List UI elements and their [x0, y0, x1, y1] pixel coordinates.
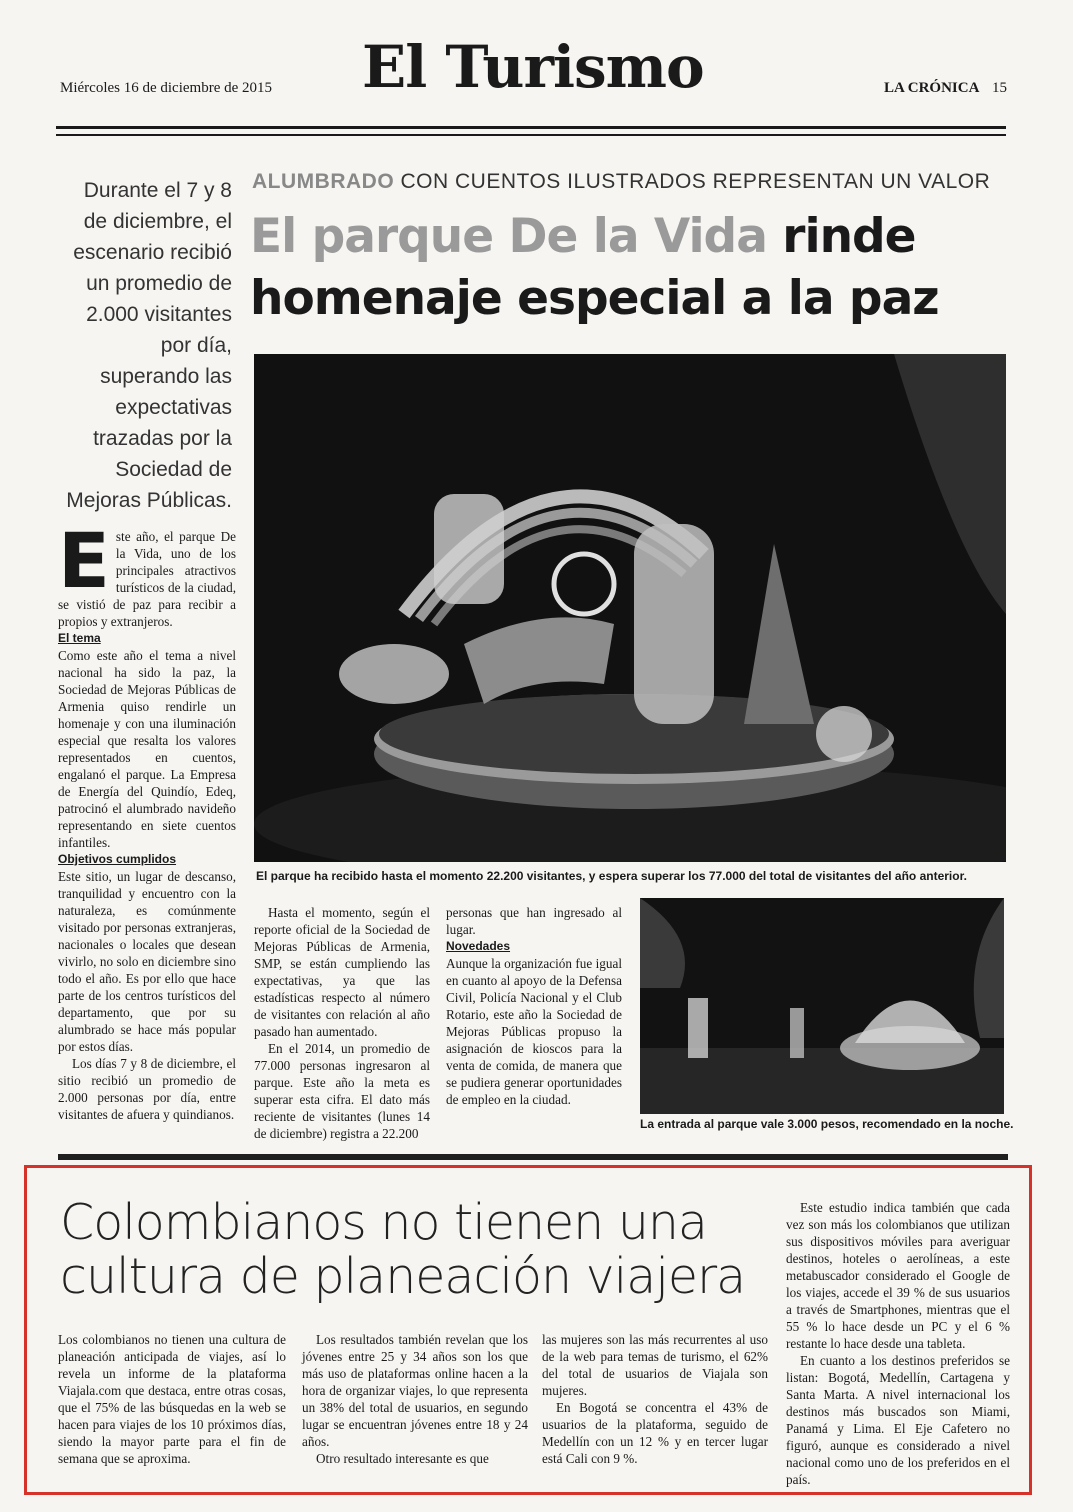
subhead-tema: El tema	[58, 631, 101, 645]
subhead-objetivos: Objetivos cumplidos	[58, 852, 177, 866]
paragraph: Aunque la organización fue igual en cuanto al apoyo de la Defensa Civil, Policía Nacional y el Club Rotario, este año la Sociedad de Mejoras Públicas propuso la asignación de kioscos para la venta de comida, de manera que se pudiera generar oportunidades de empleo en la ciudad.	[446, 956, 622, 1107]
article-column-3	[446, 904, 622, 1108]
paragraph: Hasta el momento, según el reporte oficial de la Sociedad de Mejoras Públicas de Armenia, SMP, se están cumpliendo las expectativas, ya que las estadísticas respecto al número de visitantes con relación al año pasado han aumentado.	[254, 905, 430, 1039]
section-masthead: El Turismo	[362, 33, 704, 101]
paragraph: Este estudio indica también que cada vez son más los colombianos que utilizan sus dispositivos móviles para averiguar destinos, hoteles o aerolíneas, a este metabuscador considerado el Google de los viajes, accede el 39 % de sus usuarios a través de Smartphones, mientras que el 55 % lo hace desde un PC y el 6 % restante lo hace desde una tableta.	[786, 1200, 1010, 1351]
paragraph: En el 2014, un promedio de 77.000 personas ingresaron al parque. Este año la meta es superar esta cifra. El dato más reciente de visitantes (lunes 14 de diciembre) registra a 22.200	[254, 1041, 430, 1141]
newspaper-brand: LA CRÓNICA	[884, 80, 980, 96]
lead-text: ste año, el parque De la Vida, uno de los principales atractivos turísticos de la ciudad, se vistió de paz para recibir a propios y extranjeros.	[58, 529, 236, 629]
header-rule-thin	[56, 134, 1006, 136]
subhead-novedades: Novedades	[446, 939, 511, 953]
sidebar-column-3	[542, 1331, 768, 1467]
paragraph: En Bogotá se concentra el 43% de usuarios de la plataforma, seguido de Medellín con un 12 % y en tercer lugar está Cali con 9 %.	[542, 1400, 768, 1466]
photo-caption: El parque ha recibido hasta el momento 22.200 visitantes, y espera superar los 77.000 del total de visitantes del año anterior.	[256, 869, 967, 883]
article-headline	[250, 206, 1010, 330]
paragraph: En cuanto a los destinos preferidos se listan: Bogotá, Medellín, Cartagena y Santa Marta. A nivel internacional los destinos más buscados son Miami, Panamá y Lima. El Eje Cafetero no figuró, aunque es considerado a nivel nacional como uno de los preferidos en el país.	[786, 1353, 1010, 1487]
sidebar-column-2	[302, 1331, 528, 1467]
lead-paragraph	[58, 516, 236, 630]
kicker-strong: ALUMBRADO	[252, 170, 395, 193]
headline-line1: rinde	[766, 209, 916, 264]
sidebar-headline: Colombianos no tienen una cultura de planeación viajera	[60, 1194, 746, 1305]
park-lights-illustration	[254, 354, 1006, 862]
kicker-rest: CON CUENTOS ILUSTRADOS REPRESENTAN UN VALOR	[394, 170, 991, 193]
article-kicker	[252, 170, 990, 194]
section-divider	[58, 1154, 1008, 1160]
sidebar-column-4	[786, 1199, 1010, 1488]
headline-gray: El parque De la Vida	[250, 209, 767, 264]
paragraph: Los colombianos no tienen una cultura de planeación anticipada de viajes, así lo revela un informe de la plataforma Viajala.com que destaca, entre otras cosas, que el 75% de las búsquedas en la web se hacen para viajes de los 10 próximos días, siendo la mayor parte para el fin de semana que se aproxima.	[58, 1332, 286, 1466]
article-summary: Durante el 7 y 8 de diciembre, el escenario recibió un promedio de 2.000 visitantes por día, superando las expectativas trazadas por la Sociedad de Mejoras Públicas.	[66, 179, 232, 512]
sidebar-column-1	[58, 1331, 286, 1467]
headline-line2: homenaje especial a la paz	[250, 271, 939, 326]
park-lights-photo	[254, 354, 1006, 862]
page-number: 15	[992, 80, 1007, 96]
paragraph: las mujeres son las más recurrentes al uso de la web para temas de turismo, el 62% del total de usuarios de Viajala son mujeres.	[542, 1332, 768, 1398]
park-entrance-illustration	[640, 898, 1004, 1114]
park-entrance-photo	[640, 898, 1004, 1114]
drop-cap: E	[58, 516, 110, 605]
paragraph: personas que han ingresado al lugar.	[446, 905, 622, 937]
paragraph: Como este año el tema a nivel nacional ha sido la paz, la Sociedad de Mejoras Públicas de Armenia quiso rendirle un homenaje y con una iluminación especial que resalta los valores representados en cuentos, engalanó el parque. La Empresa de Energía del Quindío, Edeq, patrocinó el alumbrado navideño representando en siete cuentos infantiles.	[58, 648, 236, 850]
article-column-2	[254, 904, 430, 1142]
paragraph: Este sitio, un lugar de descanso, tranquilidad y encuentro con la naturaleza, es comúnmente visitado por personas extranjeras, nacionales o locales que desean vivirlo, no solo en diciembre sino todo el año. Es por ello que hace parte de los centros turísticos del departamento, que por su alumbrado se hace más popular por estos días.	[58, 869, 236, 1054]
paragraph: Los resultados también revelan que los jóvenes entre 25 y 34 años son los que más uso de plataformas online hacen a la hora de organizar viajes, lo que representa un 38% del total de usuarios, en segundo lugar se encuentran jóvenes entre 18 y 24 años.	[302, 1332, 528, 1449]
article-column-1	[58, 516, 236, 1123]
photo-caption-2: La entrada al parque vale 3.000 pesos, recomendado en la noche.	[640, 1117, 1014, 1131]
paragraph: Otro resultado interesante es que	[316, 1451, 489, 1466]
header-rule	[56, 126, 1006, 129]
issue-date: Miércoles 16 de diciembre de 2015	[60, 80, 273, 96]
paragraph: Los días 7 y 8 de diciembre, el sitio recibió un promedio de 2.000 personas por día, entre visitantes de afuera y quindianos.	[58, 1056, 236, 1122]
